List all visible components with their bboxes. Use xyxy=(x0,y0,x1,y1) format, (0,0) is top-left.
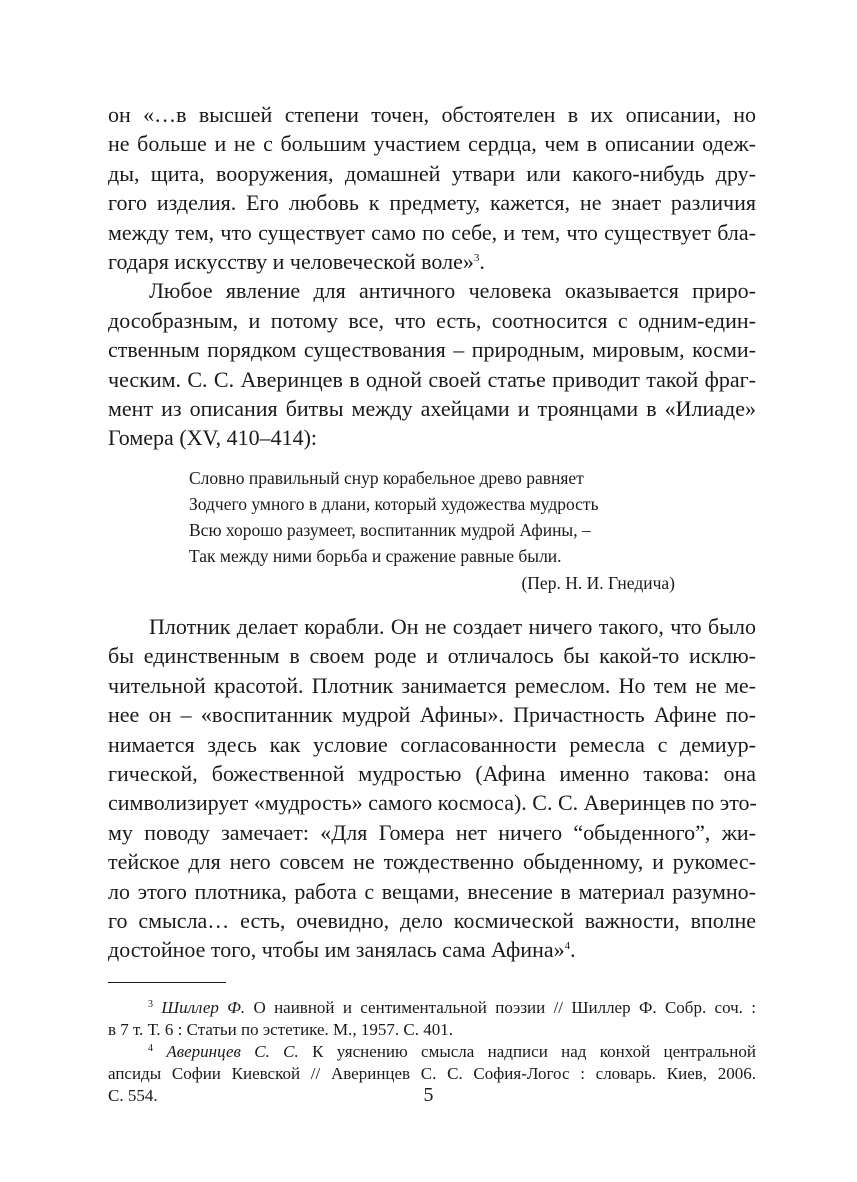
text-line-last xyxy=(108,935,756,964)
text-line: нее он – «воспитанник мудрой Афины». Причастность Афине по- xyxy=(108,702,756,728)
end-punct: . xyxy=(570,937,576,963)
footnote-number: 4 xyxy=(148,1042,153,1054)
verse-line: Зодчего умного в длани, который художества мудрость xyxy=(189,493,599,514)
spacer xyxy=(108,596,756,612)
text-line: Любое явление для античного человека оказывается приро- xyxy=(149,278,756,304)
page-number: 5 xyxy=(423,1084,434,1106)
paragraph-quote-schiller xyxy=(108,100,756,276)
footnote-ref-3[interactable]: 3 xyxy=(473,252,480,265)
text-line: го смысла… есть, очевидно, дело космической важности, вполне xyxy=(108,907,756,933)
paragraph-antique-man xyxy=(108,276,756,452)
footnote-line xyxy=(108,1041,756,1063)
footnote-ref-4[interactable]: 4 xyxy=(564,940,571,953)
text-line: он «…в высшей степени точен, обстоятелен в их описании, но xyxy=(108,102,756,127)
paragraph-carpenter xyxy=(108,612,756,965)
footnote-line: С. 554. xyxy=(108,1085,158,1105)
verse-line: Всю хорошо разумеет, воспитанник мудрой Афины, – xyxy=(189,519,591,540)
end-punct: . xyxy=(479,249,485,275)
text-line: ды, щита, вооружения, домашней утвари или какого-нибудь дру- xyxy=(108,160,756,186)
translation-credit: (Пер. Н. И. Гнедича) xyxy=(521,572,675,593)
verse-line: Словно правильный снур корабельное древо равняет xyxy=(189,467,584,488)
text-line: гого изделия. Его любовь к предмету, кажется, не знает различия xyxy=(108,190,756,216)
text-line: бы единственным в своем роде и отличалось бы какой-то исклю- xyxy=(108,643,756,669)
footnote-number: 3 xyxy=(148,998,153,1010)
text-line-last xyxy=(108,247,756,276)
footnote-line xyxy=(108,997,756,1019)
footnote-line: в 7 т. Т. 6 : Статьи по эстетике. М., 1957. С. 401. xyxy=(108,1019,453,1039)
footnote-line: апсиды Софии Киевской // Аверинцев С. С. София-Логос : словарь. Киев, 2006. xyxy=(108,1063,756,1083)
text-line: Плотник делает корабли. Он не создает ничего такого, что было xyxy=(149,613,756,639)
text-line: тейское для него совсем не тождественно обыденному, и рукомес- xyxy=(108,849,756,875)
footnote-3 xyxy=(108,997,756,1041)
page-body xyxy=(108,100,756,1107)
text-line: гической, божественной мудростью (Афина именно такова: она xyxy=(108,760,756,786)
footnote-author: Аверинцев С. С. xyxy=(166,1041,299,1061)
footnote-separator xyxy=(108,982,226,983)
text-line: между тем, что существует само по себе, и тем, что существует бла- xyxy=(108,219,756,245)
text-line: годаря искусству и человеческой воле» xyxy=(108,249,474,275)
footnote-author: Шиллер Ф. xyxy=(161,997,246,1017)
text-line: му поводу замечает: «Для Гомера нет ничего “обыденного”, жи- xyxy=(108,819,756,845)
verse-line: Так между ними борьба и сражение равные были. xyxy=(189,545,562,566)
footnote-text: К уяснению смысла надписи над конхой центральной xyxy=(298,1041,756,1061)
text-line: нимается здесь как условие согласованности ремесла с демиур- xyxy=(108,731,756,757)
text-line: не больше и не с большим участием сердца, чем в описании одеж- xyxy=(108,131,756,157)
text-line: ло этого плотника, работа с вещами, внесение в материал разумно- xyxy=(108,878,756,904)
footnote-text: О наивной и сентиментальной поэзии // Шиллер Ф. Собр. соч. : xyxy=(245,997,756,1017)
text-line: достойное того, чтобы им занялась сама Афина» xyxy=(108,937,565,963)
verse-quote-iliad xyxy=(189,465,675,596)
text-line: Гомера (XV, 410–414): xyxy=(108,425,318,451)
text-line: символизирует «мудрость» самого космоса). С. С. Аверинцев по это- xyxy=(108,790,757,816)
text-line: ческим. С. С. Аверинцев в одной своей статье приводит такой фраг- xyxy=(108,366,756,392)
text-line: чительной красотой. Плотник занимается ремеслом. Но тем не ме- xyxy=(108,672,756,698)
text-line: дособразным, и потому все, что есть, соотносится с одним-един- xyxy=(108,307,756,333)
text-line: ственным порядком существования – природным, мировым, косми- xyxy=(108,337,756,363)
text-line: мент из описания битвы между ахейцами и троянцами в «Илиаде» xyxy=(108,396,756,422)
